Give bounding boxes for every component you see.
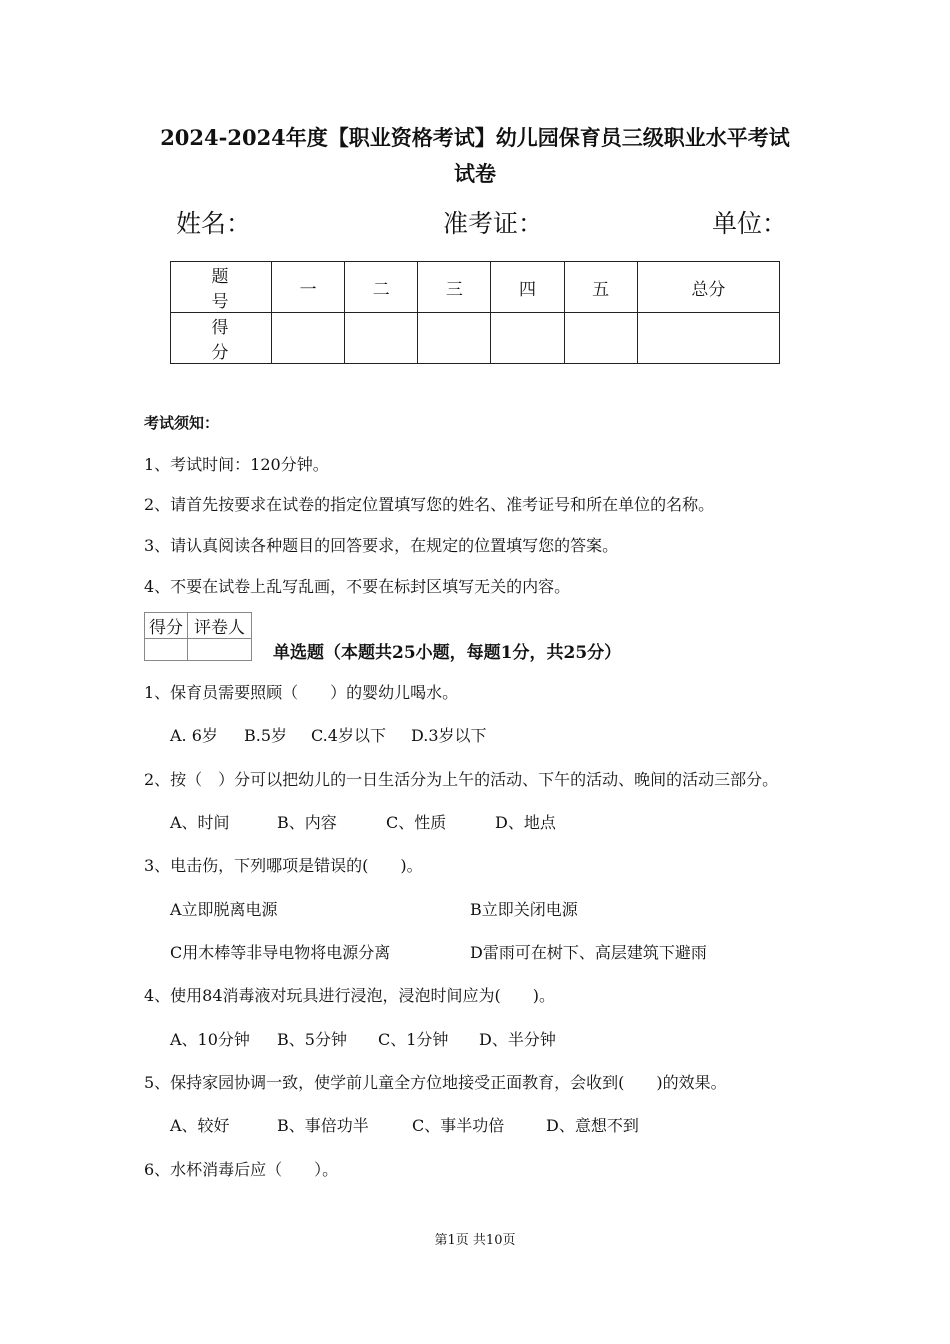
option-a: A. 6岁 — [170, 726, 218, 745]
option-a: A、10分钟 — [170, 1030, 250, 1049]
option-c: C.4岁以下 — [311, 726, 386, 745]
grader-name-label: 评卷人 — [188, 613, 252, 639]
name-field-label: 姓名： — [176, 209, 252, 238]
question-text: 1、保育员需要照顾（ ）的婴幼儿喝水。 — [144, 683, 459, 702]
section-2-header: 二 — [345, 262, 418, 313]
option-b: B、5分钟 — [277, 1030, 347, 1049]
option-a: A立即脱离电源 — [170, 900, 278, 919]
section-4-score-cell[interactable] — [491, 313, 564, 364]
exam-id-field-label: 准考证： — [443, 209, 544, 238]
question-text: 4、使用84消毒液对玩具进行浸泡，浸泡时间应为( )。 — [144, 986, 556, 1005]
option-c: C、1分钟 — [378, 1030, 449, 1049]
section-2-score-cell[interactable] — [345, 313, 418, 364]
score-table-score-row — [171, 313, 780, 364]
option-d: D、半分钟 — [479, 1030, 556, 1049]
option-c: C用木棒等非导电物将电源分离 — [170, 943, 391, 962]
option-b: B、事倍功半 — [277, 1116, 369, 1135]
exam-title-line1: 2024-2024年度【职业资格考试】幼儿园保育员三级职业水平考试 — [160, 125, 790, 150]
question-text: 3、电击伤，下列哪项是错误的( )。 — [144, 856, 423, 875]
option-b: B、内容 — [277, 813, 337, 832]
page-footer: 第1页 共10页 — [434, 1233, 516, 1248]
exam-title-line2: 试卷 — [454, 161, 496, 186]
exam-note-item: 3、请认真阅读各种题目的回答要求，在规定的位置填写您的答案。 — [144, 536, 619, 555]
question-text: 6、水杯消毒后应（ ）。 — [144, 1160, 339, 1179]
exam-note-item: 2、请首先按要求在试卷的指定位置填写您的姓名、准考证号和所在单位的名称。 — [144, 495, 715, 514]
score-row-label: 得 分 — [171, 313, 272, 364]
option-b: B.5岁 — [244, 726, 288, 745]
unit-field-label: 单位： — [712, 209, 788, 238]
option-d: D、地点 — [495, 813, 556, 832]
total-score-header: 总分 — [637, 262, 779, 313]
section-title: 单选题（本题共25小题，每题1分，共25分） — [273, 643, 622, 663]
score-table — [170, 261, 780, 364]
section-1-header: 一 — [272, 262, 345, 313]
section-3-header: 三 — [418, 262, 491, 313]
question-number-label: 题 号 — [171, 262, 272, 313]
grader-name-cell[interactable] — [188, 639, 252, 661]
exam-notes-heading: 考试须知： — [144, 414, 220, 432]
section-4-header: 四 — [491, 262, 564, 313]
option-d: D.3岁以下 — [411, 726, 487, 745]
option-c: C、事半功倍 — [412, 1116, 505, 1135]
exam-note-item: 1、考试时间：120分钟。 — [144, 455, 329, 474]
option-c: C、性质 — [386, 813, 447, 832]
section-3-score-cell[interactable] — [418, 313, 491, 364]
total-score-cell[interactable] — [637, 313, 779, 364]
section-1-score-cell[interactable] — [272, 313, 345, 364]
option-a: A、较好 — [170, 1116, 230, 1135]
section-5-header: 五 — [564, 262, 637, 313]
question-text: 2、按（ ）分可以把幼儿的一日生活分为上午的活动、下午的活动、晚间的活动三部分。 — [144, 770, 779, 789]
option-a: A、时间 — [170, 813, 230, 832]
grader-box — [144, 612, 252, 661]
question-text: 5、保持家园协调一致，使学前儿童全方位地接受正面教育，会收到( )的效果。 — [144, 1073, 727, 1092]
option-d: D、意想不到 — [546, 1116, 639, 1135]
exam-note-item: 4、不要在试卷上乱写乱画，不要在标封区填写无关的内容。 — [144, 577, 571, 596]
score-table-header-row — [171, 262, 780, 313]
option-d: D雷雨可在树下、高层建筑下避雨 — [470, 943, 707, 962]
section-5-score-cell[interactable] — [564, 313, 637, 364]
grader-score-label: 得分 — [145, 613, 188, 639]
grader-score-cell[interactable] — [145, 639, 188, 661]
option-b: B立即关闭电源 — [470, 900, 578, 919]
